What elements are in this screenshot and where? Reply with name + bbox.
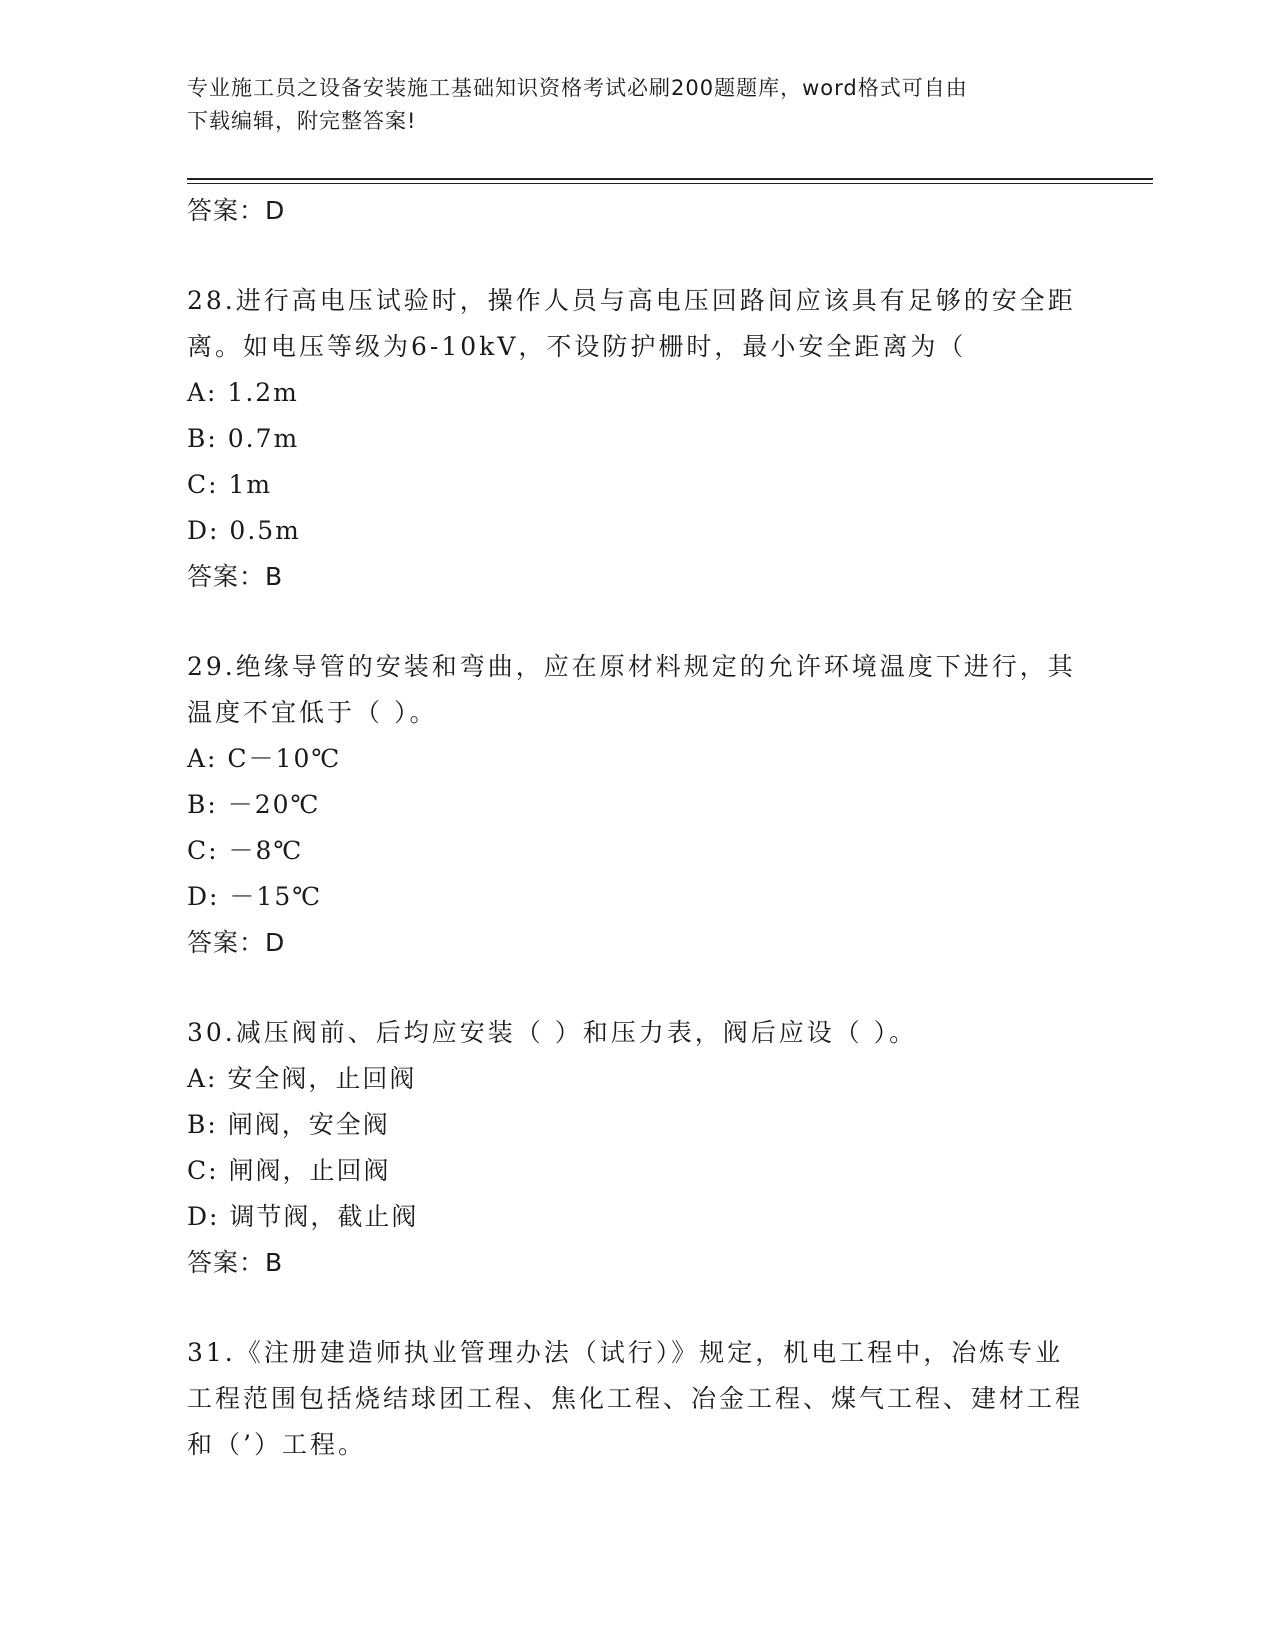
- question-30: [187, 1010, 1087, 1286]
- option-c: C: －8℃: [187, 836, 304, 865]
- question-31: [187, 1330, 1087, 1468]
- document-header: [187, 72, 1067, 138]
- answer-line: 答案：D: [187, 196, 286, 225]
- question-text: 29.绝缘导管的安装和弯曲，应在原材料规定的允许环境温度下进行，其温度不宜低于（ ）。: [187, 652, 1076, 727]
- option-d: D: 0.5m: [187, 516, 301, 545]
- option-a: A: 1.2m: [187, 378, 299, 407]
- header-line-1: 专业施工员之设备安装施工基础知识资格考试必刷200题题库，word格式可自由: [187, 76, 968, 100]
- option-c: C: 1m: [187, 470, 273, 499]
- header-divider-thin: [187, 183, 1153, 184]
- option-d: D: －15℃: [187, 882, 323, 911]
- header-line-2: 下载编辑，附完整答案!: [187, 109, 417, 133]
- option-b: B: 0.7m: [187, 424, 300, 453]
- option-c: C: 闸阀，止回阀: [187, 1156, 391, 1185]
- option-b: B: －20℃: [187, 790, 321, 819]
- answer-line: 答案：D: [187, 928, 286, 957]
- option-a: A: 安全阀，止回阀: [187, 1064, 417, 1093]
- answer-line: 答案：B: [187, 562, 284, 591]
- option-a: A: C－10℃: [187, 744, 342, 773]
- question-text: 30.减压阀前、后均应安装（ ）和压力表，阀后应设（ ）。: [187, 1018, 918, 1047]
- document-body: [187, 188, 1087, 1468]
- option-b: B: 闸阀，安全阀: [187, 1110, 390, 1139]
- header-divider-thick: [187, 178, 1153, 180]
- answer-line: 答案：B: [187, 1248, 284, 1277]
- question-28: [187, 278, 1087, 600]
- question-29: [187, 644, 1087, 966]
- question-text: 31.《注册建造师执业管理办法（试行）》规定，机电工程中，冶炼专业工程范围包括烧结球团工程、焦化工程、冶金工程、煤气工程、建材工程和（’）工程。: [187, 1338, 1084, 1459]
- option-d: D: 调节阀，截止阀: [187, 1202, 419, 1231]
- question-text: 28.进行高电压试验时，操作人员与高电压回路间应该具有足够的安全距离。如电压等级为6-10kV，不设防护栅时，最小安全距离为（: [187, 286, 1076, 361]
